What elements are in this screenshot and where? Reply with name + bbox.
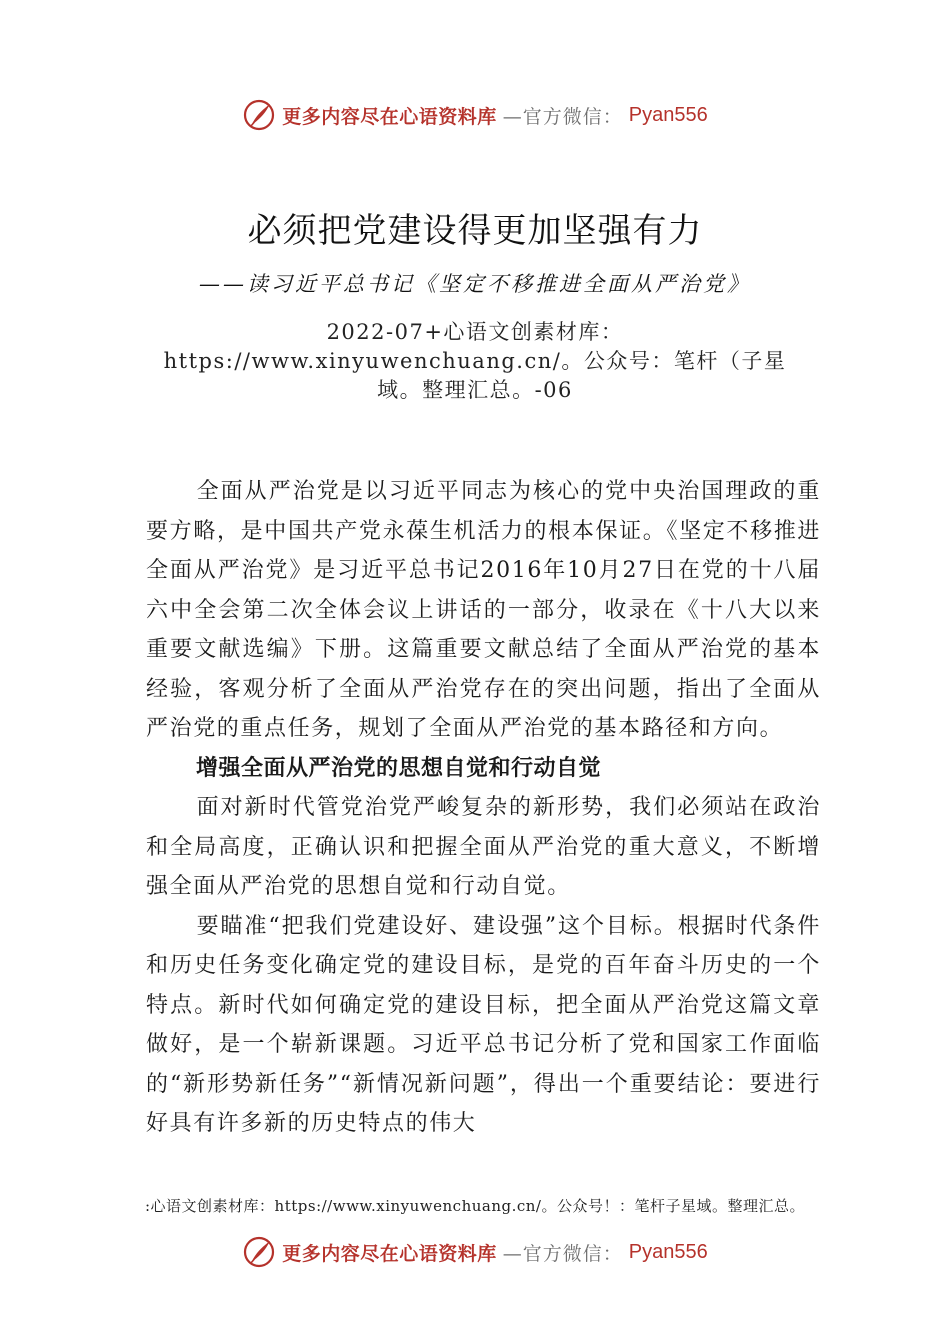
quill-logo-icon xyxy=(242,98,276,132)
footer-banner xyxy=(0,1230,950,1274)
body-paragraph: 全面从严治党是以习近平同志为核心的党中央治国理政的重要方略，是中国共产党永葆生机活力的根本保证。《坚定不移推进全面从严治党》是习近平总书记2016年10月27日在党的十八届六中全会第二次全体会议上讲话的一部分，收录在《十八大以来重要文献选编》下册。这篇重要文献总结了全面从严治党的基本经验，客观分析了全面从严治党存在的突出问题，指出了全面从严治党的重点任务，规划了全面从严治党的基本路径和方向。 xyxy=(146,479,821,741)
banner-brand-text: 更多内容尽在心语资料库 xyxy=(282,1242,497,1265)
article-title: 必须把党建设得更加坚强有力 xyxy=(247,211,703,251)
article-body xyxy=(146,472,821,1144)
banner-wechat-label: —官方微信： xyxy=(502,1242,623,1265)
section-heading: 增强全面从严治党的思想自觉和行动自觉 xyxy=(196,755,602,781)
banner-brand-text: 更多内容尽在心语资料库 xyxy=(282,105,497,128)
banner-wechat-id: Pyan556 xyxy=(628,103,708,126)
banner-wechat-id: Pyan556 xyxy=(628,1240,708,1263)
banner-wechat-label: —官方微信： xyxy=(502,105,623,128)
article-subtitle: ——读习近平总书记《坚定不移推进全面从严治党》 xyxy=(199,272,751,296)
footer-source-line: :心语文创素材库：https://www.xinyuwenchuang.cn/。公众号！：笔杆子星域。整理汇总。 xyxy=(145,1197,805,1215)
source-line: 2022-07+心语文创素材库：https://www.xinyuwenchuang.cn/。公众号：笔杆（子星域。整理汇总。-06 xyxy=(163,320,787,402)
body-paragraph: 面对新时代管党治党严峻复杂的新形势，我们必须站在政治和全局高度，正确认识和把握全面从严治党的重大意义，不断增强全面从严治党的思想自觉和行动自觉。 xyxy=(146,795,821,899)
header-banner xyxy=(0,93,950,137)
quill-logo-icon xyxy=(242,1235,276,1269)
body-paragraph: 要瞄准“把我们党建设好、建设强”这个目标。根据时代条件和历史任务变化确定党的建设目标，是党的百年奋斗历史的一个特点。新时代如何确定党的建设目标，把全面从严治党这篇文章做好，是一个崭新课题。习近平总书记分析了党和国家工作面临的“新形势新任务”“新情况新问题”，得出一个重要结论：要进行好具有许多新的历史特点的伟大 xyxy=(146,913,821,1136)
